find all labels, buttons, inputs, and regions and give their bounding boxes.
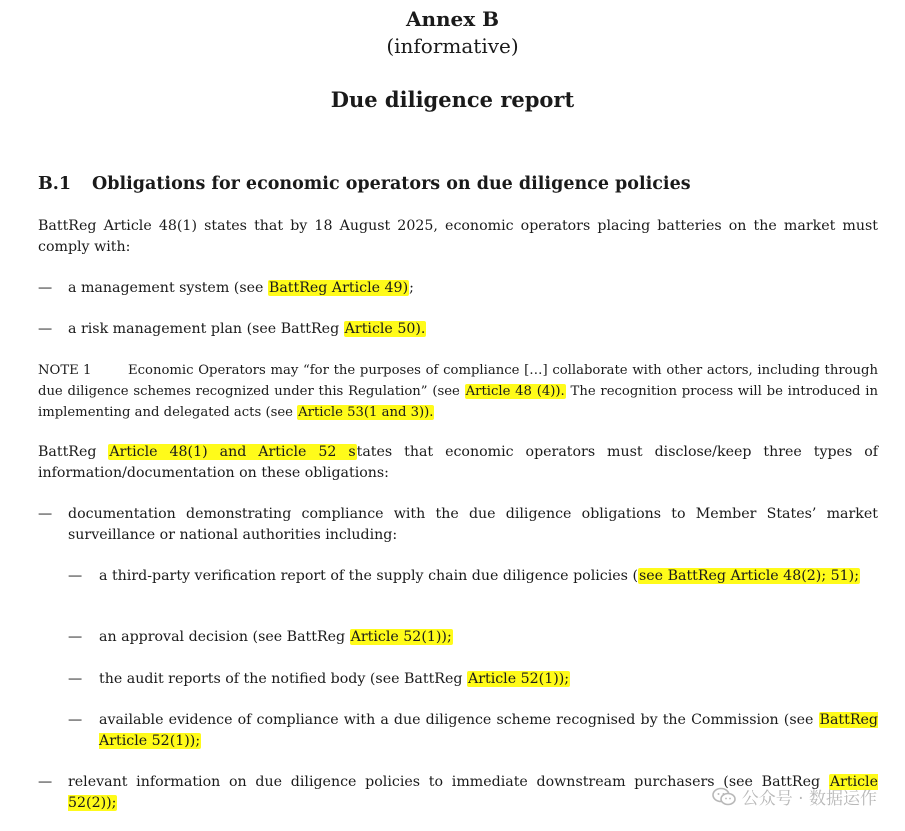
list-dash: — bbox=[68, 712, 83, 728]
note-text: The recognition process will be introduced in implementing and delegated acts (see bbox=[38, 384, 878, 420]
list-dash: — bbox=[38, 280, 53, 296]
wechat-icon bbox=[712, 787, 736, 807]
section-title: Obligations for economic operators on due diligence policies bbox=[92, 174, 691, 194]
list-dash: — bbox=[68, 568, 83, 584]
report-title: Due diligence report bbox=[330, 87, 575, 112]
disclosure-paragraph bbox=[38, 442, 878, 484]
list-item-text: a management system (see bbox=[68, 280, 268, 296]
watermark-text: 公众号 · 数据运作 bbox=[741, 789, 877, 809]
list-item-text: a risk management plan (see BattReg bbox=[68, 321, 344, 337]
sub-item-verification-report bbox=[99, 566, 878, 587]
list-item-text: a third-party verification report of the supply chain due diligence policies ( bbox=[99, 568, 638, 584]
highlighted-reference: see BattReg Article 48(2); 51); bbox=[638, 568, 859, 584]
note-1 bbox=[38, 360, 878, 423]
annex-title: Annex B bbox=[405, 7, 500, 31]
list-item-text: ; bbox=[409, 280, 414, 296]
list-dash: — bbox=[38, 321, 53, 337]
list-item-text: an approval decision (see BattReg bbox=[99, 629, 350, 645]
list-item-documentation: documentation demonstrating compliance with the due diligence obligations to Member States’ market surveillance or national authorities including: bbox=[68, 506, 878, 543]
highlighted-reference: Article 50). bbox=[344, 321, 426, 337]
paragraph-text: tates that economic operators must disclose/keep three types of information/documentation on these obligations: bbox=[38, 444, 878, 481]
list-item-text: the audit reports of the notified body (see BattReg bbox=[99, 671, 467, 687]
section-number: B.1 bbox=[38, 174, 72, 194]
note-label: NOTE 1 bbox=[38, 363, 92, 378]
list-item-text: available evidence of compliance with a due diligence scheme recognised by the Commission (see bbox=[99, 712, 819, 728]
list-dash: — bbox=[38, 774, 53, 790]
list-item-management-system bbox=[68, 278, 878, 299]
highlighted-reference: Article 48(1) and Article 52 s bbox=[109, 444, 356, 460]
sub-item-approval-decision bbox=[99, 627, 878, 648]
list-dash: — bbox=[68, 629, 83, 645]
highlighted-reference: Article 53(1 and 3)). bbox=[298, 405, 434, 420]
list-item-risk-plan bbox=[68, 319, 878, 340]
list-item-text: relevant information on due diligence policies to immediate downstream purchasers (see BattReg bbox=[68, 774, 829, 790]
intro-paragraph: BattReg Article 48(1) states that by 18 August 2025, economic operators placing batteries on the market must comply with: bbox=[38, 218, 878, 255]
highlighted-reference: Article 52(2)); bbox=[68, 774, 878, 811]
highlighted-reference: BattReg Article 49) bbox=[268, 280, 409, 296]
sub-item-scheme-evidence bbox=[99, 710, 878, 752]
list-dash: — bbox=[38, 506, 53, 522]
note-text: Economic Operators may “for the purposes of compliance […] collaborate with other actors, including through due diligence schemes recognized under this Regulation” (see bbox=[38, 363, 878, 399]
section-heading bbox=[38, 172, 691, 196]
annex-subtitle: (informative) bbox=[386, 34, 519, 58]
paragraph-text: BattReg bbox=[38, 444, 109, 460]
highlighted-reference: Article 48 (4)). bbox=[465, 384, 565, 399]
list-dash: — bbox=[68, 671, 83, 687]
sub-item-audit-reports bbox=[99, 669, 878, 690]
highlighted-reference: Article 52(1)); bbox=[467, 671, 570, 687]
highlighted-reference: BattReg Article 52(1)); bbox=[99, 712, 878, 749]
watermark bbox=[712, 784, 877, 809]
highlighted-reference: Article 52(1)); bbox=[350, 629, 452, 645]
